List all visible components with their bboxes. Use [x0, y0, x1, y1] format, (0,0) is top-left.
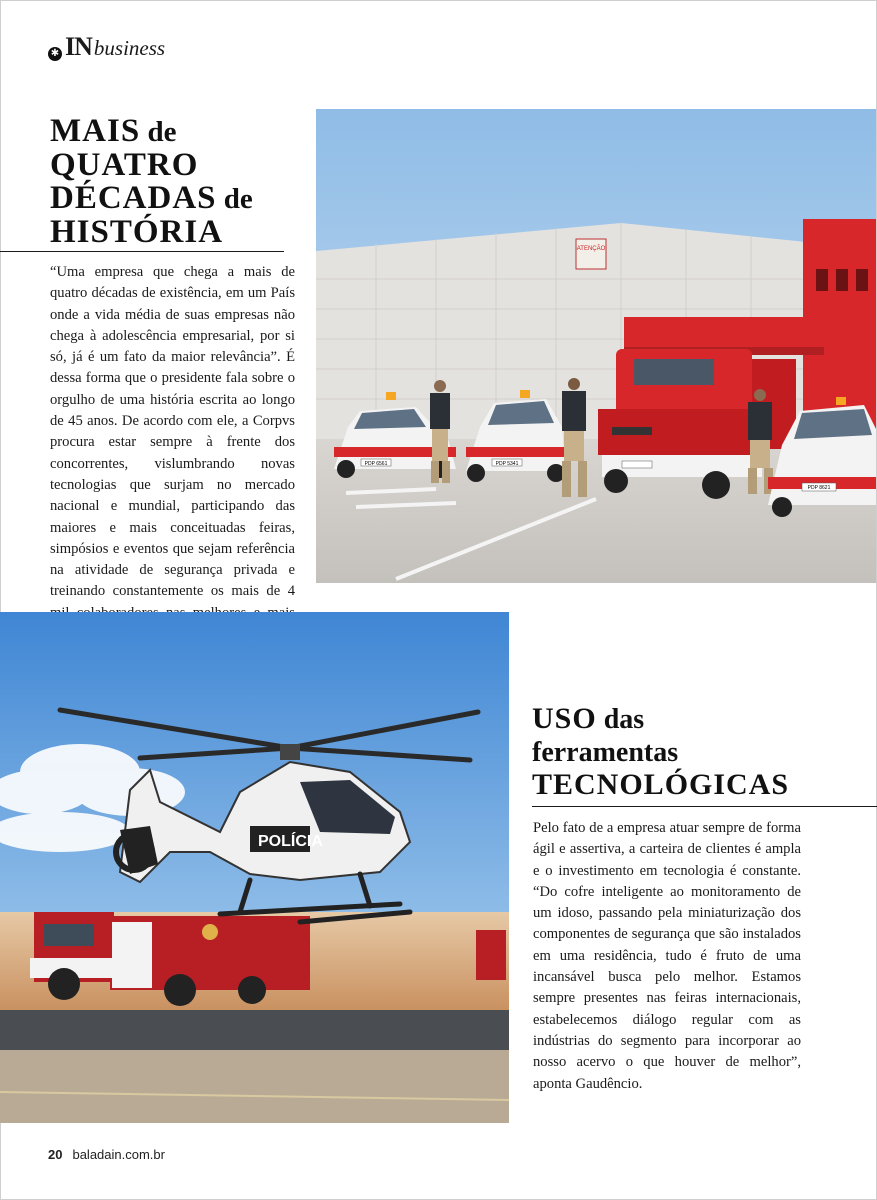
- svg-text:PDP 5341: PDP 5341: [495, 461, 519, 467]
- photo-building-vehicles: [316, 109, 876, 583]
- svg-text:POLÍCIA: POLÍCIA: [258, 833, 323, 850]
- section2-divider: [532, 806, 877, 807]
- svg-text:ATENÇÃO: ATENÇÃO: [576, 246, 606, 252]
- section2-body: [533, 818, 801, 1095]
- section1-paragraph: “Uma empresa que chega a mais de quatro décadas de existência, em um País onde a vida média de suas empresas não chega à adolescência empresarial, por si só, já é um fato da maior relevância”. É dessa forma que o presidente fala sobre o orgulho de uma história escrita ao longo de 45 anos. De acordo com ele, a Corpvs procura estar sempre à frente dos concorrentes, vislumbrando novas tecnologias que surjam no mercado nacional e mundial, participando das maiores e mais conceituadas feiras, simpósios e eventos que sejam referência na atividade de segurança privada e treinando constantemente os mais de 4: [50, 264, 295, 600]
- brand-section: business: [93, 36, 166, 60]
- page-number: 20: [48, 1147, 63, 1162]
- building-vehicles-illustration: [316, 109, 876, 583]
- section1-body: [50, 262, 295, 645]
- title-line: ferramentas: [532, 737, 679, 768]
- title-line: TECNOLÓGICAS: [532, 768, 790, 801]
- masthead: [48, 34, 165, 61]
- title-line: HISTÓRIA: [50, 214, 224, 250]
- photo-helicopter: [0, 612, 509, 1123]
- star-icon: ✱: [48, 47, 62, 61]
- section2-title: [532, 703, 852, 801]
- title-line: DÉCADAS de: [50, 180, 253, 216]
- brand-in: IN: [65, 32, 92, 61]
- title-line: USO das: [532, 702, 645, 735]
- site-url: baladain.com.br: [72, 1147, 165, 1162]
- svg-text:PDP 6561: PDP 6561: [364, 461, 388, 467]
- helicopter-illustration: [0, 612, 509, 1123]
- svg-text:PDP 8621: PDP 8621: [807, 485, 831, 491]
- section1-divider: [0, 251, 284, 252]
- title-line: MAIS de: [50, 113, 177, 149]
- title-line: QUATRO: [50, 147, 199, 183]
- page-footer: [48, 1147, 165, 1162]
- section2-paragraph: Pelo fato de a empresa atuar sempre de forma ágil e assertiva, a carteira de clientes é ampla e o investimento em tecnologia é constante. “Do cofre inteligente ao monitoramento de um idoso, passando pela miniaturização dos componentes de segurança que são instalados em uma residência, tudo é fruto de uma incansável busca pelo melhor. Estamos sempre presentes nas feiras internacionais, estabelecemos diálogo regular com as indústrias do segmento para incorporar ao nosso acervo o que houver de melhor”, aponta Gaudêncio.: [533, 820, 801, 1092]
- section1-title: [50, 115, 290, 249]
